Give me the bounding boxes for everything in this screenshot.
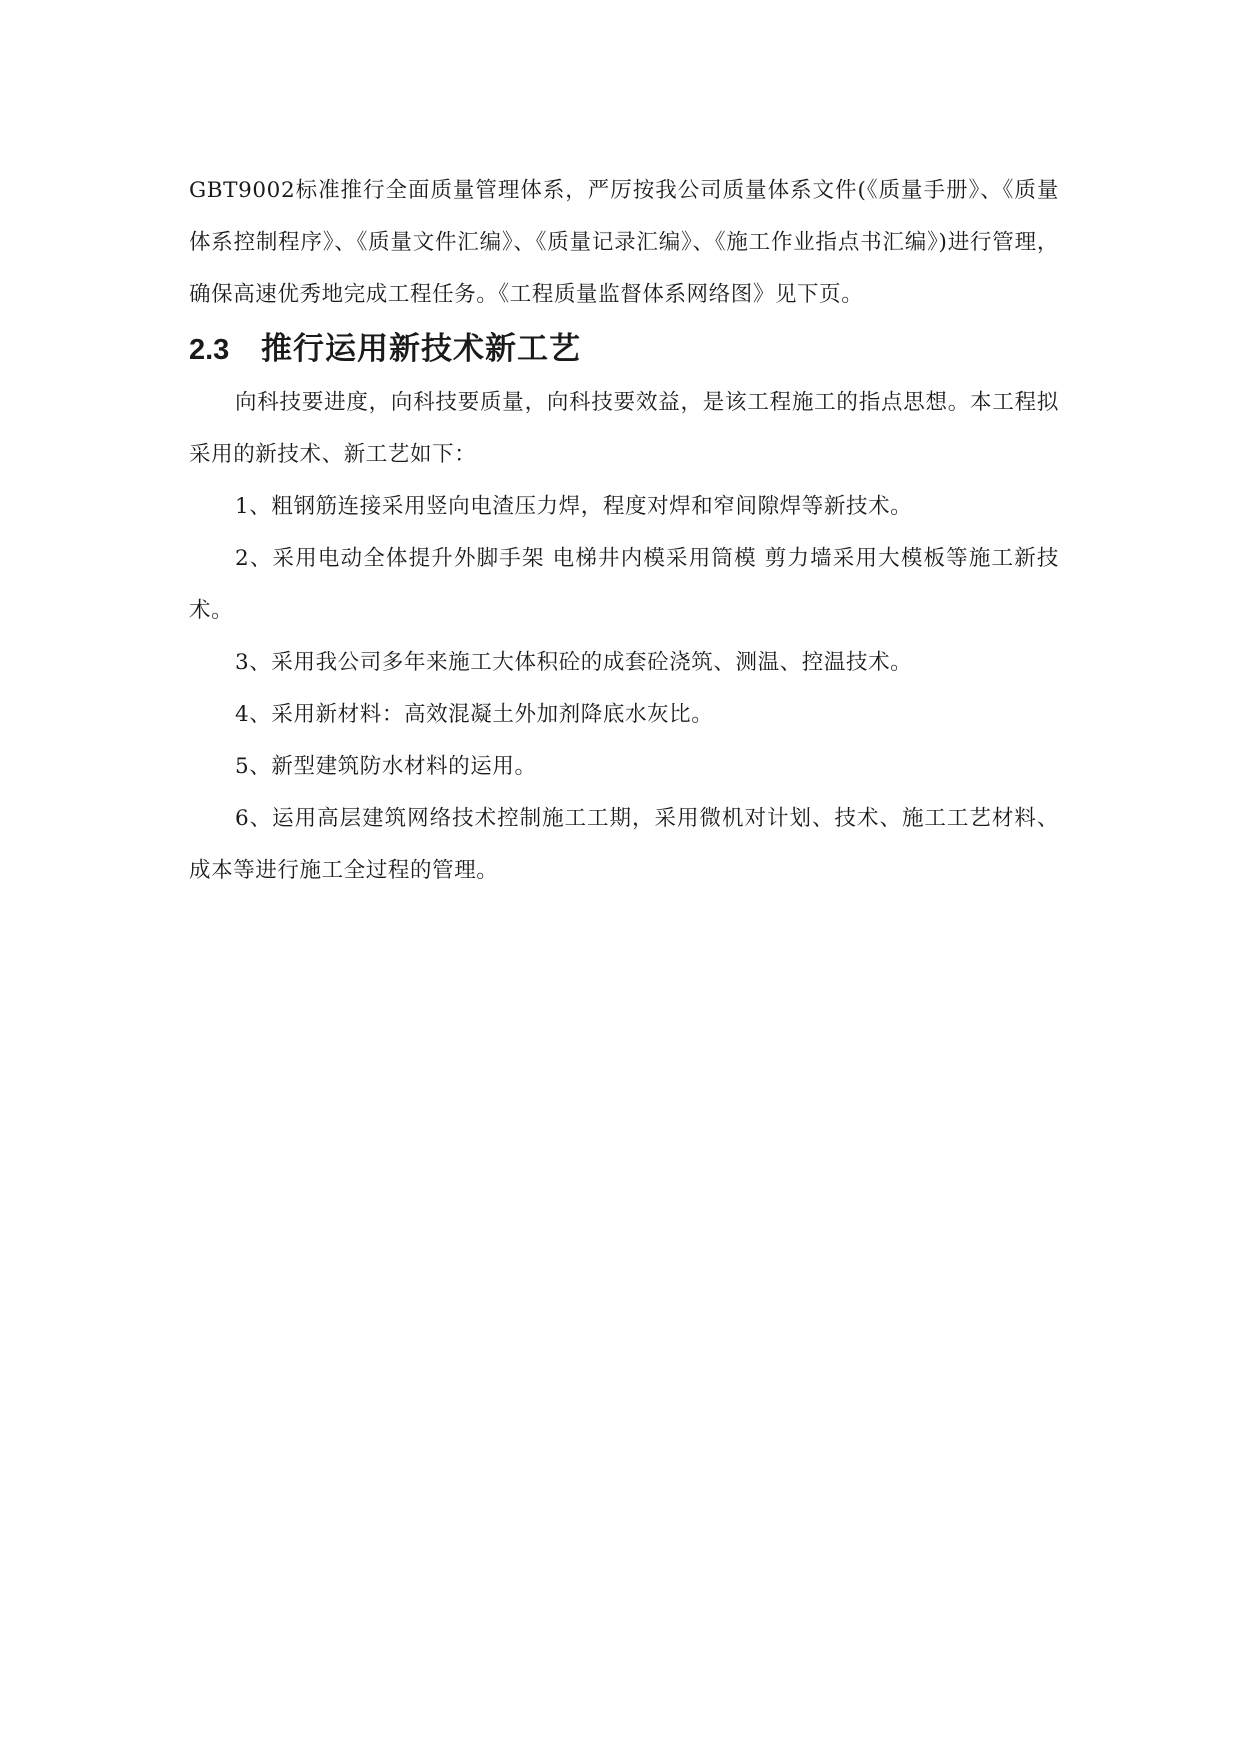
list-item: 4、采用新材料：高效混凝土外加剂降底水灰比。 <box>235 702 714 727</box>
list-item: 6、运用高层建筑网络技术控制施工工期，采用微机对计划、技术、施工工艺材料、成本等进行施工全过程的管理。 <box>189 806 1059 883</box>
section-title: 推行运用新技术新工艺 <box>261 331 581 367</box>
document-body <box>189 165 1059 897</box>
section-number: 2.3 <box>189 334 230 366</box>
list-item: 3、采用我公司多年来施工大体积砼的成套砼浇筑、测温、控温技术。 <box>235 650 913 675</box>
list-item: 1、粗钢筋连接采用竖向电渣压力焊，程度对焊和窄间隙焊等新技术。 <box>235 494 913 519</box>
list-item: 2、采用电动全体提升外脚手架 电梯井内模采用筒模 剪力墙采用大模板等施工新技术。 <box>189 546 1059 623</box>
section-intro-paragraph: 向科技要进度，向科技要质量，向科技要效益，是该工程施工的指点思想。本工程拟采用的新技术、新工艺如下： <box>189 390 1059 467</box>
intro-paragraph: GBT9002标准推行全面质量管理体系，严厉按我公司质量体系文件(《质量手册》、《质量体系控制程序》、《质量文件汇编》、《质量记录汇编》、《施工作业指点书汇编》)进行管理，确保高速优秀地完成工程任务。《工程质量监督体系网络图》见下页。 <box>189 178 1059 307</box>
list-item: 5、新型建筑防水材料的运用。 <box>235 754 537 779</box>
section-heading <box>189 321 1059 377</box>
